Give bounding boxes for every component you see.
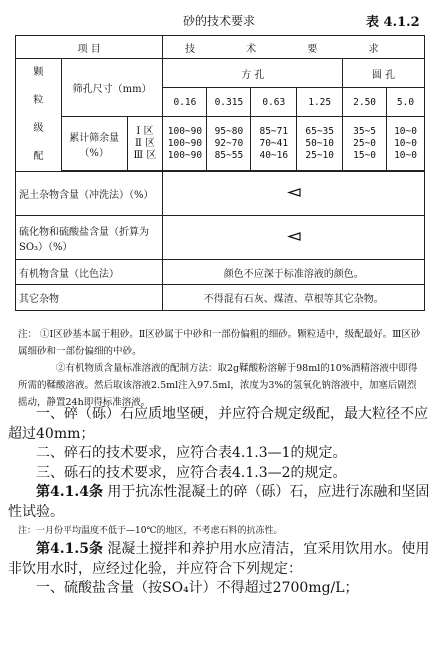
table-caption — [0, 4, 439, 34]
organic-content-value: 颜色不应深于标准溶液的颜色。 — [163, 260, 425, 285]
article-number: 第4.1.4条 — [36, 484, 103, 500]
sieve-size-cell: 0.315 — [207, 88, 251, 117]
residue-col: 65~35 50~10 25~10 — [297, 117, 343, 170]
other-impurities-value: 不得混有石灰、煤渣、草根等其它杂物。 — [163, 285, 425, 311]
paragraph-gravel-grading: 一、碎（砾）石应质地坚硬，并应符合规定级配，最大粒径不应超过40mm； — [8, 406, 428, 442]
mud-content-value — [163, 172, 425, 216]
sulfide-content-label: 硫化物和硫酸盐含量（折算为SO₃）（%） — [16, 216, 163, 260]
sand-spec-table — [15, 35, 425, 311]
table-title: 砂的技术要求 — [183, 14, 256, 28]
sieve-size-label: 筛孔尺寸（mm） — [61, 59, 163, 117]
grading-group-label: 颗粒级配 — [16, 59, 62, 172]
paragraph-gravel: 三、砾石的技术要求，应符合表4.1.3—2的规定。 — [36, 464, 347, 481]
round-hole-header: 圆 孔 — [343, 59, 425, 88]
header-item: 项 目 — [16, 36, 163, 59]
sieve-size-cell: 0.16 — [163, 88, 207, 117]
table-notes — [18, 326, 424, 411]
article-number: 第4.1.5条 — [36, 541, 103, 557]
note-1: 注： ①Ⅰ区砂基本属于粗砂。Ⅱ区砂属于中砂和一部份偏粗的细砂。颗粒适中，级配最好。Ⅲ区砂属细砂和一部份偏细的中砂。 — [18, 329, 421, 357]
residue-col: 10~0 10~0 10~0 — [387, 117, 425, 170]
paragraph-crushed-stone: 二、碎石的技术要求，应符合表4.1.3—1的规定。 — [36, 445, 347, 461]
le-1-marker-icon — [287, 232, 301, 241]
paragraph-sulfate-limit: 一、硫酸盐含量（按SO₄计）不得超过2700mg/L； — [36, 580, 359, 596]
header-requirements: 技 术 要 求 — [163, 36, 425, 59]
sieve-size-cell: 1.25 — [297, 88, 343, 117]
sieve-size-cell: 2.50 — [343, 88, 387, 117]
sieve-size-cell: 0.63 — [251, 88, 297, 117]
residue-col: 100~90 100~90 100~90 — [163, 117, 207, 170]
residue-label: 累计筛余量（%） — [61, 117, 127, 170]
table-number: 表 4.1.2 — [366, 15, 420, 30]
residue-col: 35~5 25~0 15~0 — [343, 117, 387, 170]
sulfide-content-value — [163, 216, 425, 260]
organic-content-label: 有机物含量（比色法） — [16, 260, 163, 285]
le-3-marker-icon — [287, 188, 301, 197]
note-2: ②有机物质含量标准溶液的配制方法：取2g鞣酸粉溶解于98ml的10%酒精溶液中即得所需的鞣酸溶液。然后取该溶液2.5ml注入97.5ml，浓度为3%的氢氧化钠溶液中，加塞后剧烈摇动，静置24h即得标准溶液。 — [18, 363, 418, 408]
frost-note: 注：一月份平均温度不低于—10℃的地区，不考虑石料的抗冻性。 — [18, 526, 283, 536]
square-hole-header: 方 孔 — [163, 59, 343, 88]
other-impurities-label: 其它杂物 — [16, 285, 163, 311]
sieve-size-cell: 5.0 — [387, 88, 425, 117]
zone-labels: Ⅰ 区 Ⅱ 区 Ⅲ 区 — [127, 117, 163, 170]
residue-col: 85~71 70~41 40~16 — [251, 117, 297, 170]
body-text — [8, 405, 436, 599]
residue-col: 95~80 92~70 85~55 — [207, 117, 251, 170]
mud-content-label: 泥土杂物含量（冲洗法）（%） — [16, 172, 163, 216]
article-4-1-5: 第4.1.5条 混凝土搅拌和养护用水应清洁，宜采用饮用水。使用非饮用水时，应经过化验，并应符合下列规定： — [8, 541, 430, 577]
article-4-1-4: 第4.1.4条 用于抗冻性混凝土的碎（砾）石，应进行冻融和坚固性试验。 — [8, 484, 430, 520]
